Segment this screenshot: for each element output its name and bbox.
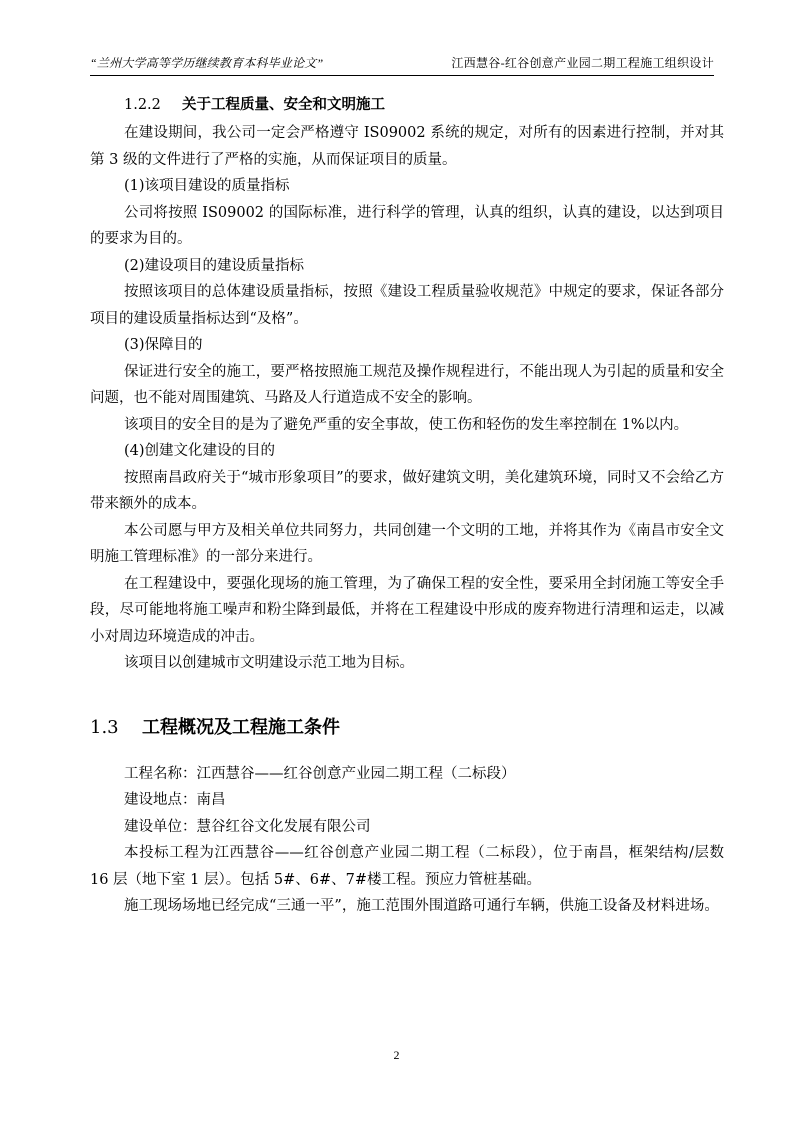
item-heading: (2)建设项目的建设质量指标 <box>124 257 305 274</box>
project-owner-line: 建设单位：慧谷红谷文化发展有限公司 <box>124 818 371 835</box>
paragraph: 施工现场场地已经完成“三通一平”，施工范围外围道路可通行车辆，供施工设备及材料进场。 <box>124 898 719 914</box>
paragraph: 本投标工程为江西慧谷——红谷创意产业园二期工程（二标段），位于南昌，框架结构/层数 16 层（地下室 1 层）。包括 5#、6#、7#楼工程。预应力管桩基础。 <box>90 845 724 888</box>
section-1-3-heading <box>90 713 724 743</box>
paragraph: 在工程建设中，要强化现场的施工管理，为了确保工程的安全性，要采用全封闭施工等安全手段，尽可能地将施工噪声和粉尘降到最低，并将在工程建设中形成的废弃物进行清理和运走，以减小对周边环境造成的冲击。 <box>90 575 724 645</box>
section-title: 关于工程质量、安全和文明施工 <box>182 96 385 113</box>
item-heading: (4)创建文化建设的目的 <box>124 443 276 459</box>
item-heading: (1)该项目建设的质量指标 <box>124 178 290 194</box>
paragraph: 公司将按照 IS09002 的国际标准，进行科学的管理，认真的组织，认真的建设，以达到项目的要求为目的。 <box>90 204 724 247</box>
header-project-title: 江西慧谷-红谷创意产业园二期工程施工组织设计 <box>451 56 714 70</box>
paragraph: 保证进行安全的施工，要严格按照施工规范及操作规程进行，不能出现人为引起的质量和安全问题，也不能对周围建筑、马路及人行道造成不安全的影响。 <box>90 363 724 406</box>
section-1-2-2-heading <box>90 89 724 120</box>
paragraph: 按照该项目的总体建设质量指标，按照《建设工程质量验收规范》中规定的要求，保证各部分项目的建设质量指标达到“及格”。 <box>90 284 724 327</box>
paragraph: 在建设期间，我公司一定会严格遵守 IS09002 系统的规定，对所有的因素进行控制，并对其第 3 级的文件进行了严格的实施，从而保证项目的质量。 <box>90 125 724 168</box>
page-number: 2 <box>393 1048 400 1062</box>
page-body <box>90 89 724 920</box>
header-thesis-label: “兰州大学高等学历继续教育本科毕业论文” <box>90 56 324 70</box>
paragraph: 该项目以创建城市文明建设示范工地为目标。 <box>124 655 414 671</box>
project-name-line: 工程名称：江西慧谷——红谷创意产业园二期工程（二标段） <box>124 765 516 782</box>
item-heading: (3)保障目的 <box>124 337 203 353</box>
running-header <box>90 54 714 76</box>
paragraph: 按照南昌政府关于“城市形象项目”的要求，做好建筑文明，美化建筑环境，同时又不会给乙方带来额外的成本。 <box>90 469 724 512</box>
paragraph: 本公司愿与甲方及相关单位共同努力，共同创建一个文明的工地，并将其作为《南昌市安全文明施工管理标准》的一部分来进行。 <box>90 522 724 565</box>
project-location-line: 建设地点：南昌 <box>124 792 226 808</box>
section-number: 1.2.2 <box>124 97 161 113</box>
section-title: 工程概况及工程施工条件 <box>142 716 340 738</box>
section-number: 1.3 <box>90 716 119 738</box>
header-rule <box>90 75 714 76</box>
paragraph: 该项目的安全目的是为了避免严重的安全事故，使工伤和轻伤的发生率控制在 1%以内。 <box>124 416 689 433</box>
